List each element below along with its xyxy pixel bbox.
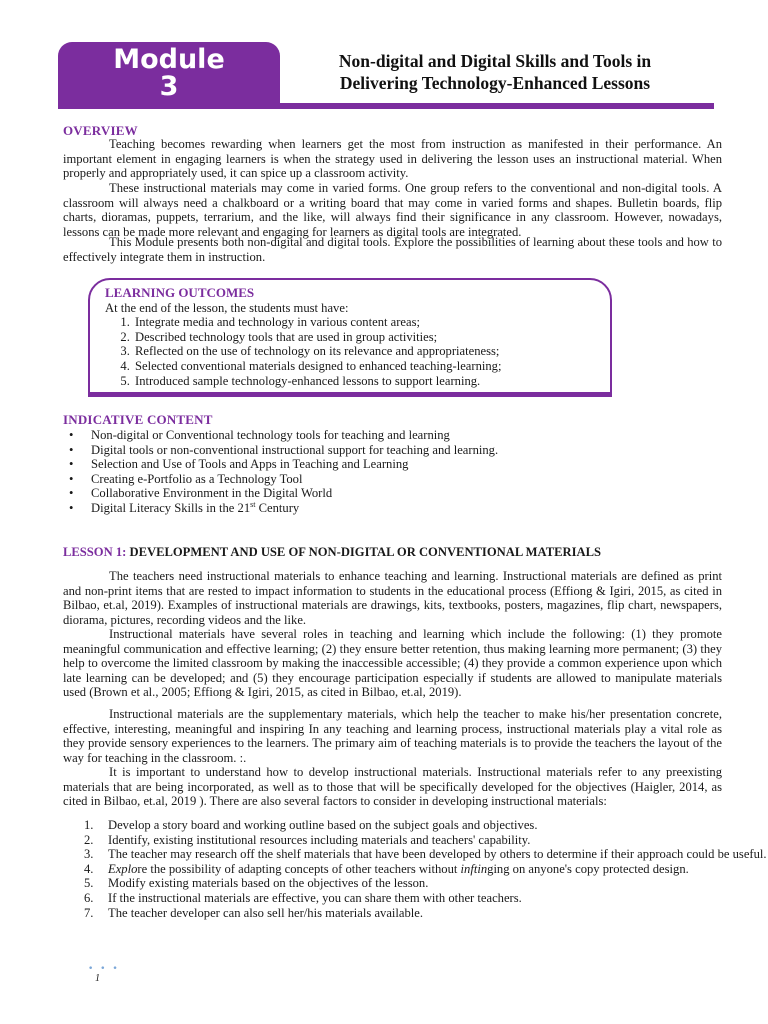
overview-paragraph-3: This Module presents both non-digital and digital tools. Explore the possibilities of learning about these tools and how to effectively integrate them in instruction. [63,235,722,264]
step-text: Identify, existing institutional resources including materials and teachers' capability. [108,832,531,847]
footer-dots-icon: • • • [88,964,120,974]
step-number: 5. [84,876,94,891]
page-title [296,50,694,94]
list-item-text: Creating e-Portfolio as a Technology Tool [91,471,303,486]
list-item [69,471,751,487]
indicative-content-list [63,428,751,516]
module-number: 3 [159,71,179,102]
list-item [69,428,751,443]
lesson-title: DEVELOPMENT AND USE OF NON-DIGITAL OR CONVENTIONAL MATERIALS [129,545,602,559]
step-text: If the instructional materials are effective, you can share them with other teachers. [108,890,522,905]
learning-outcomes-heading: LEARNING OUTCOMES [105,285,255,300]
indicative-content-heading: INDICATIVE CONTENT [63,412,213,427]
header-divider [58,103,714,109]
learning-outcome-item: 2. Described technology tools that are used in group activities; [133,330,605,345]
list-item-text-pre: Digital Literacy Skills in the 21 [91,500,251,515]
page-number: 1 [95,973,100,984]
step-text: Develop a story board and working outline based on the subject goals and objectives. [108,818,538,832]
learning-outcomes-list [105,315,605,388]
lesson-heading [63,545,601,560]
learning-outcomes-intro: At the end of the lesson, the students must have: [105,300,349,315]
bullet-icon: • [69,442,74,457]
bullet-icon: • [69,428,74,442]
step-number: 7. [84,905,94,920]
list-item-text: Non-digital or Conventional technology tools for teaching and learning [91,428,450,442]
list-item [69,486,751,501]
learning-outcome-item: 4. Selected conventional materials designed to enhanced teaching-learning; [133,359,605,374]
list-item-text: Collaborative Environment in the Digital World [91,486,333,501]
page-title-line-2: Delivering Technology-Enhanced Lessons [339,73,651,93]
bullet-icon: • [69,457,74,472]
lesson-label: LESSON 1: [63,545,127,559]
step-number: 4. [84,861,94,876]
step-number: 3. [84,847,94,862]
step-text: The teacher developer can also sell her/his materials available. [108,905,424,920]
list-item [84,861,768,877]
list-item [69,457,751,472]
list-item [84,890,768,906]
step-text: ging on anyone's copy protected design. [487,861,689,876]
lesson-paragraph-3: Instructional materials are the supplementary materials, which help the teacher to make his/her presentation concrete, effective, interesting, meaningful and inspiring In any teaching and learning process, instructional materials play a vital role as they provide sensory experiences to the learners. The primary aim of teaching materials is to provide the teachers the layout of the way for teaching in the classroom. :. [63,707,722,765]
lesson-paragraph-2: Instructional materials have several roles in teaching and learning which include the following: (1) they promote meaningful communication and effective learning; (2) they ensure better retention, thus making learning more permanent; (3) they help to overcome the limited classroom by making the inaccessible accessible; (4) they provide a common experience upon which late learning can be developed; and (5) they encourage participation especially if students are allowed to manipulate materials used (Brown et al., 2005; Effiong & Igiri, 2015, as cited in Bilbao, et.al, 2019). [63,627,722,700]
overview-paragraph-2: These instructional materials may come in varied forms. One group refers to the conventional and non-digital tools. A classroom will always need a chalkboard or a writing board that may come in varied forms and shapes. Bulletin boards, flip charts, dioramas, puppets, terrarium, and the like, will always find their significance in any classroom. However, nowadays, lessons can be made more relevant and engaging for learners as digital tools are integrated. [63,181,722,239]
learning-outcome-item: 5. Introduced sample technology-enhanced lessons to support learning. [133,374,605,389]
bullet-icon: • [69,500,74,515]
bullet-icon: • [69,471,74,486]
step-text: Modify existing materials based on the objectives of the lesson. [108,876,429,891]
lesson-paragraph-1: The teachers need instructional materials to enhance teaching and learning. Instructional materials are defined as print and non-print items that are rested to impact information to students in the educational process (Effiong & Igiri, 2015, as cited in Bilbao, et.al, 2019). Examples of instructional materials are drawings, kits, textbooks, posters, magazines, flip chart, newspapers, diorama, pictures, recording videos and the like. [63,569,722,627]
module-word: Module [113,44,225,75]
learning-outcomes-box-bottom-rule [88,392,612,397]
page-title-line-1: Non-digital and Digital Skills and Tools in [338,51,652,71]
step-text: The teacher may research off the shelf materials that have been developed by others to determine if their approach could be useful. [108,847,767,862]
step-text-italic: Explo [108,861,138,876]
list-item-superscript: st [250,499,256,509]
development-steps-list [63,818,768,920]
list-item [84,876,768,891]
step-number: 2. [84,832,94,847]
learning-outcome-item: 3. Reflected on the use of technology on its relevance and appropriateness; [133,344,605,359]
step-number: 6. [84,890,94,905]
lesson-paragraph-4: It is important to understand how to develop instructional materials. Instructional materials refer to any preexisting materials that are being incorporated, as well as to those that will be specifically developed for the objectives (Haigler, 2014, as cited in Bilbao, et.al, 2019 ). There are also several factors to consider in developing instructional materials: [63,765,722,809]
step-text-italic: inftin [460,861,488,876]
step-number: 1. [84,818,94,832]
overview-paragraph-1: Teaching becomes rewarding when learners get the most from instruction as manifested in their performance. An important element in engaging learners is when the strategy used in delivering the lesson uses an instructional material. When properly and appropriately used, it can spice up a classroom activity. [63,137,722,181]
list-item [84,847,768,862]
list-item-text-post: Century [255,500,300,515]
module-badge [58,42,280,105]
list-item-text: Selection and Use of Tools and Apps in Teaching and Learning [91,457,409,472]
learning-outcomes-content [105,286,605,388]
overview-heading: OVERVIEW [63,123,138,138]
list-item [84,905,768,921]
learning-outcome-item: 1. Integrate media and technology in various content areas; [133,315,605,330]
list-item [84,818,768,833]
bullet-icon: • [69,486,74,501]
list-item-text: Digital tools or non-conventional instructional support for teaching and learning. [91,442,499,457]
list-item [69,499,751,516]
step-text: re the possibility of adapting concepts of other teachers without [137,861,461,876]
list-item [84,832,768,848]
list-item [69,442,751,458]
